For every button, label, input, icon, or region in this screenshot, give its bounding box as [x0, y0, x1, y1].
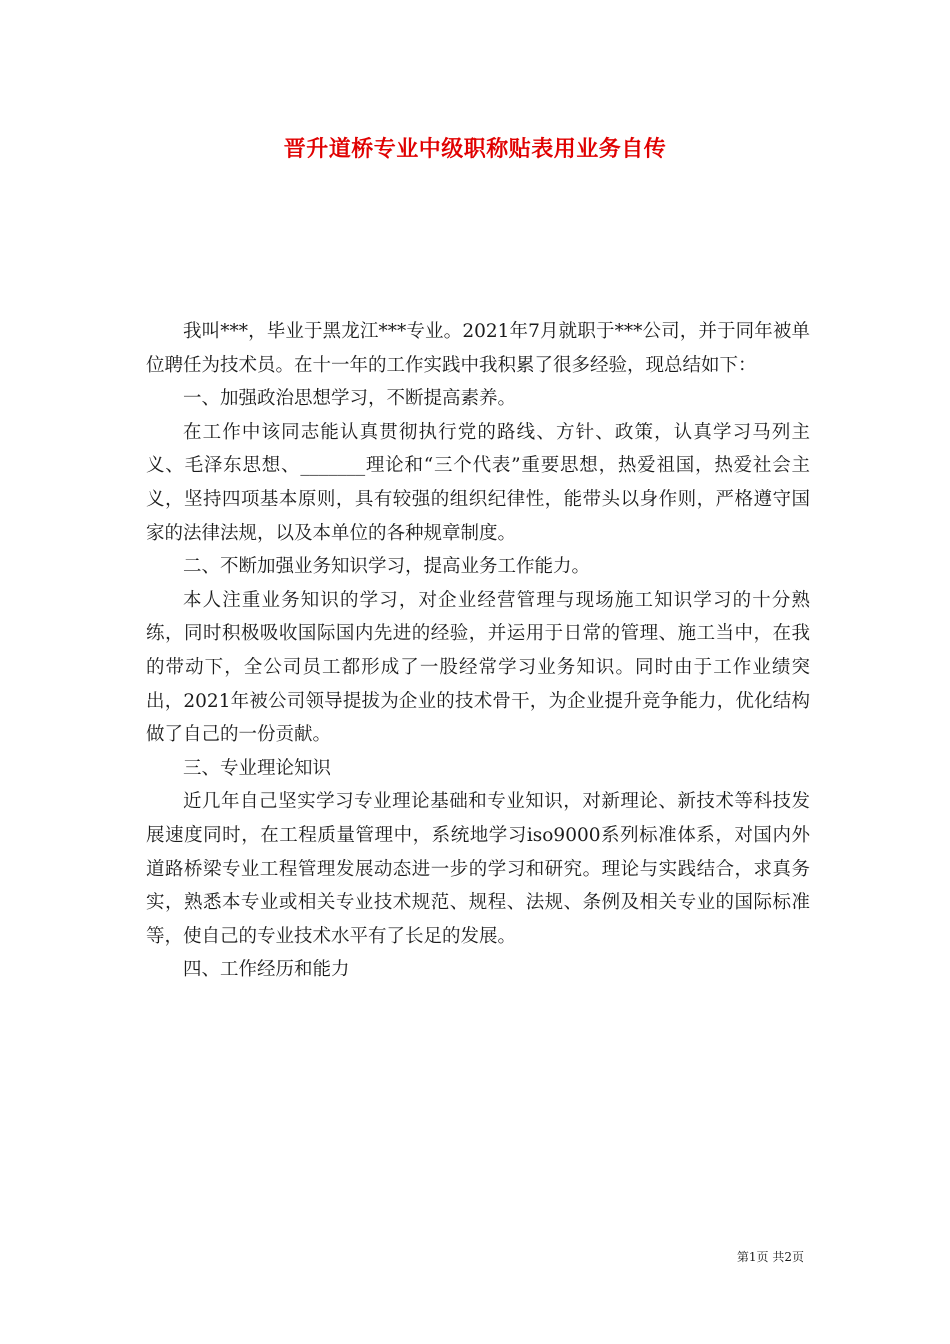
section-heading-2: 二、不断加强业务知识学习，提高业务工作能力。 [183, 556, 591, 578]
paragraph-theory: 近几年自己坚实学习专业理论基础和专业知识，对新理论、新技术等科技发展速度同时，在工程质量管理中，系统地学习iso9000系列标准体系，对国内外道路桥梁专业工程管理发展动态进一步的学习和研究。理论与实践结合，求真务实，熟悉本专业或相关专业技术规范、规程、法规、条例及相关专业的国际标准等，使自己的专业技术水平有了长足的发展。 [146, 791, 810, 947]
document-body [146, 315, 810, 987]
section-heading-4: 四、工作经历和能力 [183, 959, 350, 981]
section-heading-3: 三、专业理论知识 [183, 757, 332, 779]
section-heading-1: 一、加强政治思想学习，不断提高素养。 [183, 388, 517, 410]
paragraph-political: 在工作中该同志能认真贯彻执行党的路线、方针、政策，认真学习马列主义、毛泽东思想、_______理论和“三个代表”重要思想，热爱祖国，热爱社会主义，坚持四项基本原则，具有较强的组织纪律性，能带头以身作则，严格遵守国家的法律法规，以及本单位的各种规章制度。 [146, 421, 810, 544]
document-title: 晋升道桥专业中级职称贴表用业务自传 [283, 136, 667, 162]
page-number: 第1页 共2页 [736, 1250, 804, 1264]
paragraph-intro: 我叫***，毕业于黑龙江***专业。2021年7月就职于***公司，并于同年被单位聘任为技术员。在十一年的工作实践中我积累了很多经验，现总结如下： [146, 321, 810, 376]
paragraph-business: 本人注重业务知识的学习，对企业经营管理与现场施工知识学习的十分熟练，同时积极吸收国际国内先进的经验，并运用于日常的管理、施工当中，在我的带动下，全公司员工都形成了一股经常学习业务知识。同时由于工作业绩突出，2021年被公司领导提拔为企业的技术骨干，为企业提升竞争能力，优化结构做了自己的一份贡献。 [146, 589, 810, 746]
